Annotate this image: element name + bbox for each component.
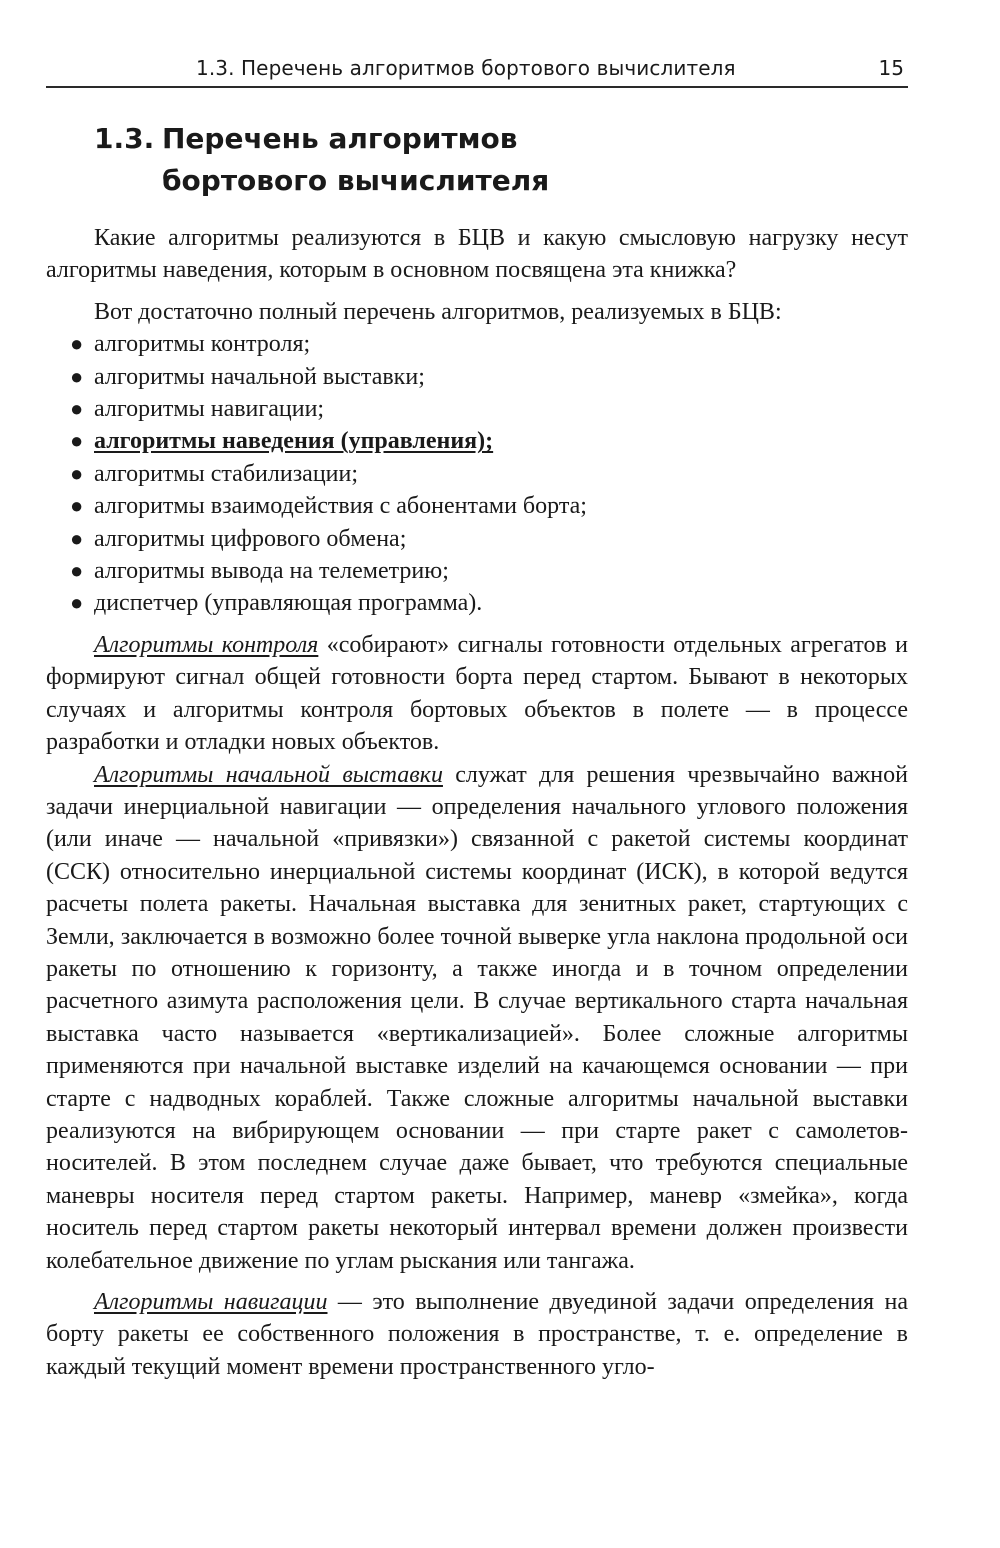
bullet-icon: ● [70, 428, 84, 454]
section-title-line1: Перечень алгоритмов [162, 122, 518, 155]
section-title-line2: бортового вычислителя [162, 164, 550, 197]
list-item-text: алгоритмы начальной выставки; [94, 363, 425, 390]
section-number: 1.3. [94, 122, 155, 155]
paragraph-navigation [46, 1286, 908, 1383]
list-item [46, 587, 908, 619]
bullet-icon: ● [70, 590, 84, 616]
term-control: Алгоритмы контроля [94, 631, 319, 658]
list-item [46, 490, 908, 522]
algorithm-list [46, 328, 908, 620]
section-heading [94, 118, 549, 202]
term-alignment: Алгоритмы начальной выставки [94, 761, 443, 788]
bullet-icon: ● [70, 493, 84, 519]
body-text [46, 222, 908, 1383]
list-item [46, 523, 908, 555]
list-item [46, 555, 908, 587]
paragraph-alignment-text: служат для решения чрезвычайно важной задачи инерциальной навигации — определения начального углового положения (или иначе — начальной «привязки») связанной с ракетой системы координат (ССК) относительно инерциальной системы координат (ИСК), в которой ведутся расчеты полета ракеты. Начальная выставка для зенитных ракет, стартующих с Земли, заключается в возможно более точной выверке угла наклона продольной оси ракеты по отношению к горизонту, а также иногда и в точном определении расчетного азимута расположения цели. В случае вертикального старта начальная выставка часто называется «вертикализацией». Более сложные алгоритмы применяются при начальной выставке изделий на качающемся основании — при старте с надводных кораблей. Также сложные алгоритмы начальной выставки реализуются на вибрирующем основании — при старте ракет с самолетов-носителей. В этом последнем случае даже бывает, что требуются специальные маневры носителя перед стартом ракеты. Например, маневр «змейка», когда носитель перед стартом ракеты некоторый интервал времени должен произвести колебательное движение по углам рыскания или тангажа. [46, 761, 908, 1274]
list-item-text: алгоритмы вывода на телеметрию; [94, 558, 449, 585]
page-number: 15 [878, 56, 904, 80]
list-item-text: алгоритмы навигации; [94, 396, 325, 423]
bullet-icon: ● [70, 331, 84, 357]
list-item-text: алгоритмы стабилизации; [94, 460, 359, 487]
list-item-text: диспетчер (управляющая программа). [94, 590, 483, 617]
paragraph-control-text: «собирают» сигналы готовности отдельных агрегатов и формируют сигнал общей готовности борта перед стартом. Бывают в некоторых случаях и алгоритмы контроля бортовых объектов в полете — в процессе разработки и отладки новых объектов. [46, 631, 909, 756]
paragraph-alignment [46, 759, 908, 1278]
intro-question: Какие алгоритмы реализуются в БЦВ и какую смысловую нагрузку несут алгоритмы наведения, которым в основном посвящена эта книжка? [46, 225, 908, 284]
running-header [46, 52, 908, 88]
running-title: 1.3. Перечень алгоритмов бортового вычислителя [196, 56, 736, 80]
list-item-text: алгоритмы контроля; [94, 331, 311, 358]
paragraph-control [46, 629, 908, 759]
bullet-icon: ● [70, 396, 84, 422]
list-item [46, 328, 908, 360]
term-navigation: Алгоритмы навигации [94, 1289, 328, 1315]
list-item-text: алгоритмы цифрового обмена; [94, 525, 407, 552]
list-item [46, 393, 908, 425]
list-item [46, 361, 908, 393]
paragraph-navigation-text: — это выполнение двуединой задачи определения на борту ракеты ее собственного положения в пространстве, т. е. определение в каждый текущий момент времени пространственного угло- [46, 1289, 908, 1380]
bullet-icon: ● [70, 558, 84, 584]
bullet-icon: ● [70, 363, 84, 389]
bullet-icon: ● [70, 460, 84, 486]
list-item-text: алгоритмы наведения (управления); [94, 428, 494, 455]
list-item-text: алгоритмы взаимодействия с абонентами борта; [94, 493, 587, 520]
bullet-icon: ● [70, 525, 84, 551]
list-lead: Вот достаточно полный перечень алгоритмов, реализуемых в БЦВ: [94, 298, 782, 325]
list-item [46, 458, 908, 490]
list-item-highlighted [46, 425, 908, 457]
